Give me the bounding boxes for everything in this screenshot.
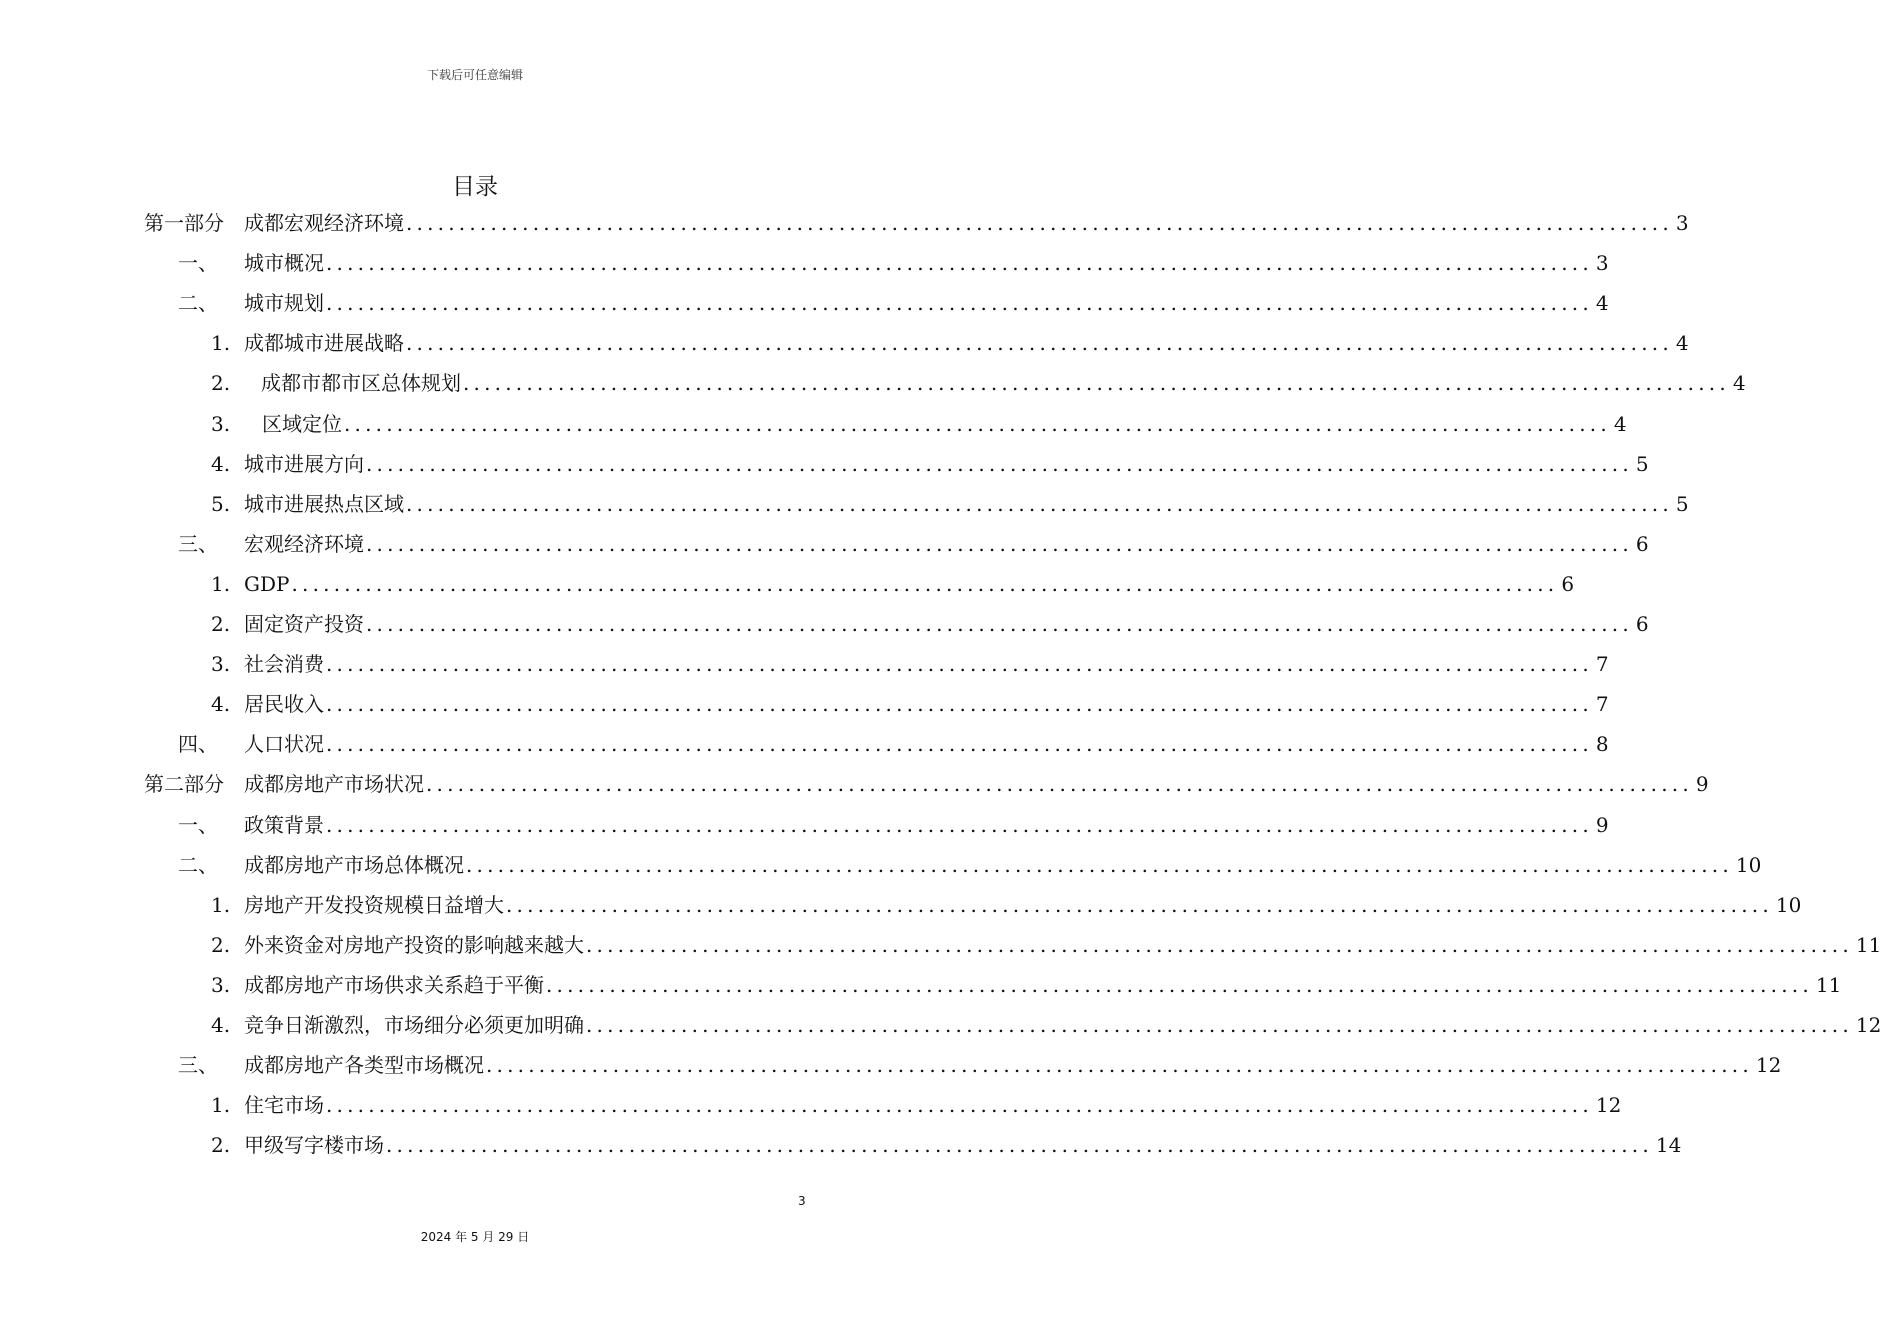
toc-entry-page: 5 [1635, 451, 1649, 476]
dot-leader: ........................................................................................................................ [463, 371, 1730, 396]
dot-leader: ........................................................................................................................ [326, 692, 1593, 717]
toc-entry[interactable] [0, 1085, 1622, 1125]
toc-entry-text: 区域定位 [262, 411, 342, 436]
dot-leader: ........................................................................................................................ [326, 732, 1593, 757]
toc-entry-number: 2. [211, 371, 231, 396]
toc-entry-text: 宏观经济环境 [244, 531, 364, 556]
toc-entry-number: 5. [211, 491, 231, 516]
toc-entry-number: 1. [211, 331, 231, 356]
dot-leader: ........................................................................................................................ [426, 772, 1693, 797]
toc-entry-text: GDP [244, 571, 290, 596]
dot-leader: ........................................................................................................................ [366, 612, 1633, 636]
toc-entry-number: 第一部分 [144, 211, 224, 235]
toc-entry-page: 4 [1595, 291, 1609, 316]
toc-entry-number: 3. [211, 411, 231, 436]
dot-leader: ........................................................................................................................ [406, 211, 1673, 235]
toc-entry-page: 11 [1855, 932, 1881, 957]
toc-entry-page: 6 [1635, 531, 1649, 556]
toc-entry-number: 1. [211, 571, 231, 596]
toc-entry[interactable] [0, 283, 1609, 323]
toc-entry[interactable] [0, 524, 1649, 564]
toc-entry-text: 城市进展热点区域 [244, 491, 404, 516]
toc-entry-text: 成都房地产各类型市场概况 [244, 1053, 484, 1078]
toc-entry-text: 成都房地产市场状况 [244, 772, 424, 797]
dot-leader: ........................................................................................................................ [366, 531, 1633, 556]
toc-entry-page: 10 [1775, 892, 1802, 917]
toc-entry-text: 房地产开发投资规模日益增大 [244, 892, 504, 917]
toc-entry-number: 四、 [178, 732, 218, 757]
toc-entry[interactable] [0, 885, 1802, 925]
toc-entry[interactable] [0, 323, 1689, 363]
toc-entry-text: 社会消费 [244, 652, 324, 677]
toc-entry-number: 2. [211, 932, 231, 957]
toc-entry-text: 成都房地产市场供求关系趋于平衡 [244, 972, 544, 997]
dot-leader: ........................................................................................................................ [326, 652, 1593, 677]
toc-entry-page: 3 [1595, 251, 1609, 276]
toc-entry-text: 成都房地产市场总体概况 [244, 852, 464, 877]
toc-entry-number: 第二部分 [144, 772, 224, 797]
dot-leader: ........................................................................................................................ [326, 291, 1593, 316]
toc-entry-text: 外来资金对房地产投资的影响越来越大 [244, 932, 584, 957]
toc-entry-number: 3. [211, 652, 231, 677]
toc-entry[interactable] [0, 444, 1649, 484]
toc-entry[interactable] [0, 925, 1881, 965]
toc-entry[interactable] [0, 965, 1842, 1005]
dot-leader: ........................................................................................................................ [506, 892, 1773, 917]
dot-leader: ........................................................................................................................ [586, 1013, 1853, 1037]
toc-entry-text: 城市规划 [244, 291, 324, 316]
toc-entry-page: 7 [1595, 692, 1609, 717]
dot-leader: ........................................................................................................................ [344, 411, 1611, 436]
toc-entry-number: 3. [211, 972, 231, 997]
toc-entry-page: 4 [1675, 331, 1689, 356]
toc-entry-number: 二、 [178, 852, 218, 877]
toc-entry[interactable] [0, 363, 1746, 403]
toc-entry-text: 政策背景 [244, 812, 324, 837]
dot-leader: ........................................................................................................................ [366, 451, 1633, 476]
toc-entry-number: 4. [211, 451, 231, 476]
toc-entry[interactable] [0, 805, 1609, 845]
dot-leader: ........................................................................................................................ [406, 491, 1673, 516]
toc-entry-number: 2. [211, 612, 231, 636]
toc-entry[interactable] [0, 724, 1609, 764]
toc-entry-number: 4. [211, 1013, 231, 1037]
toc-entry-text: 成都城市进展战略 [244, 331, 404, 356]
toc-entry[interactable] [0, 1125, 1682, 1165]
header-note: 下载后可任意编辑 [426, 68, 523, 82]
toc-entry-page: 14 [1655, 1133, 1682, 1158]
toc-entry-number: 2. [211, 1133, 231, 1158]
dot-leader: ........................................................................................................................ [291, 571, 1559, 596]
toc-entry-page: 3 [1675, 211, 1689, 235]
toc-entry-text: 城市进展方向 [244, 451, 364, 476]
toc-entry[interactable] [0, 1005, 1881, 1045]
toc-entry-text: 成都宏观经济环境 [244, 211, 404, 235]
toc-entry[interactable] [0, 1045, 1782, 1085]
toc-entry-page: 5 [1675, 491, 1689, 516]
toc-entry-text: 竞争日渐激烈，市场细分必须更加明确 [244, 1013, 584, 1037]
toc-entry-number: 1. [211, 892, 231, 917]
dot-leader: ........................................................................................................................ [486, 1053, 1753, 1078]
dot-leader: ........................................................................................................................ [546, 972, 1813, 997]
toc-entry-page: 6 [1635, 612, 1649, 636]
toc-entry[interactable] [0, 243, 1609, 283]
dot-leader: ........................................................................................................................ [326, 1093, 1593, 1118]
toc-entry-page: 9 [1595, 812, 1609, 837]
toc-entry-page: 4 [1613, 411, 1627, 436]
toc-entry-number: 二、 [178, 291, 218, 316]
toc-entry-text: 甲级写字楼市场 [244, 1133, 384, 1158]
dot-leader: ........................................................................................................................ [326, 812, 1593, 837]
toc-entry[interactable] [0, 644, 1609, 684]
toc-entry-number: 1. [211, 1093, 231, 1118]
footer-date: 2024 年 5 月 29 日 [420, 1230, 530, 1244]
toc-entry-page: 7 [1595, 652, 1609, 677]
toc-entry[interactable] [0, 684, 1609, 724]
toc-entry[interactable] [0, 564, 1575, 604]
toc-title: 目录 [452, 174, 498, 200]
toc-entry-page: 9 [1695, 772, 1709, 797]
toc-entry-page: 10 [1735, 852, 1762, 877]
toc-entry-text: 成都市都市区总体规划 [261, 371, 461, 396]
toc-entry[interactable] [0, 484, 1689, 524]
toc-entry-number: 三、 [178, 531, 218, 556]
toc-entry-page: 12 [1755, 1053, 1782, 1078]
toc-entry-page: 4 [1732, 371, 1746, 396]
dot-leader: ........................................................................................................................ [326, 251, 1593, 276]
toc-entry-number: 一、 [178, 251, 218, 276]
toc-entry[interactable] [0, 203, 1689, 243]
toc-entry-number: 一、 [178, 812, 218, 837]
toc-entry-page: 11 [1815, 972, 1842, 997]
dot-leader: ........................................................................................................................ [586, 932, 1853, 957]
toc-entry[interactable] [0, 845, 1762, 885]
dot-leader: ........................................................................................................................ [406, 331, 1673, 356]
toc-entry-text: 城市概况 [244, 251, 324, 276]
toc-entry-text: 固定资产投资 [244, 612, 364, 636]
toc-entry-page: 12 [1595, 1093, 1622, 1118]
toc-entry[interactable] [0, 764, 1709, 804]
toc-entry-text: 住宅市场 [244, 1093, 324, 1118]
toc-entry[interactable] [0, 404, 1627, 444]
toc-entry-page: 6 [1561, 571, 1575, 596]
toc-entry-number: 三、 [178, 1053, 218, 1078]
toc-entry-text: 人口状况 [244, 732, 324, 757]
toc-entry[interactable] [0, 604, 1649, 644]
dot-leader: ........................................................................................................................ [386, 1133, 1653, 1158]
toc-entry-page: 8 [1595, 732, 1609, 757]
toc-entry-number: 4. [211, 692, 231, 717]
toc-entry-page: 12 [1855, 1013, 1881, 1037]
dot-leader: ........................................................................................................................ [466, 852, 1733, 877]
toc-entry-text: 居民收入 [244, 692, 324, 717]
page-number: 3 [798, 1194, 806, 1208]
